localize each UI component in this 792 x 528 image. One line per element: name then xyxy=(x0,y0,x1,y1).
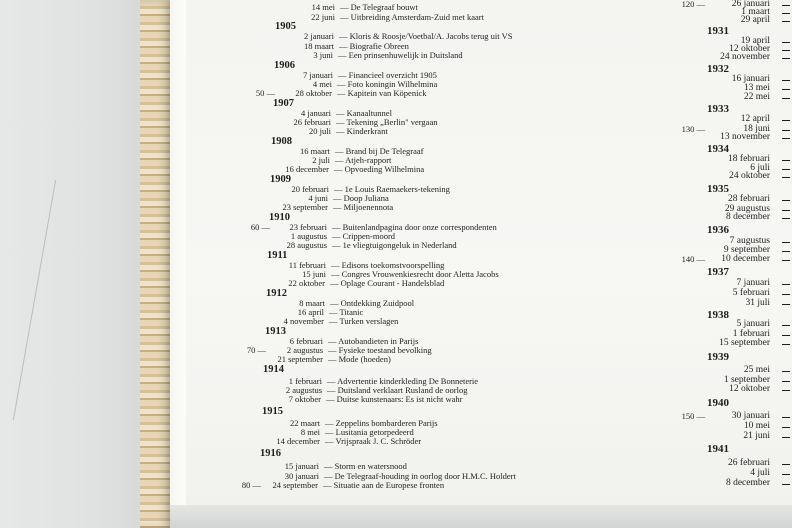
entry-date: 16 januari xyxy=(731,74,770,84)
year-heading: 1910 xyxy=(269,212,290,223)
entry-text: — Crippen-moord xyxy=(332,231,396,241)
entry-date: 24 oktober xyxy=(729,171,770,181)
entry-text: — Fysieke toestand bevolking xyxy=(328,345,432,355)
entry-date: 2 augustus xyxy=(285,385,322,395)
entry-text: — Buitenlandpagina door onze correspondenten xyxy=(332,222,497,232)
entry-date: 28 februari xyxy=(728,194,770,204)
entry-text: — 1e vliegtuigongeluk in Nederland xyxy=(332,240,457,250)
entry-date: 26 januari xyxy=(731,0,770,9)
entry-date: 12 oktober xyxy=(729,384,770,394)
entry-dash xyxy=(782,42,790,43)
entry-date: 7 januari xyxy=(736,278,770,288)
entry-text: — Duitse kunstenaars: Es ist nicht wahr xyxy=(326,394,463,404)
entry-dash xyxy=(782,381,790,382)
entry-date: 29 augustus xyxy=(724,204,770,214)
entry-text: — Kinderkrant xyxy=(336,126,388,136)
entry-dash xyxy=(782,138,790,139)
entry-date: 19 april xyxy=(740,36,770,46)
year-heading: 1913 xyxy=(265,326,286,337)
entry-text: — Mode (hoeden) xyxy=(328,354,391,364)
entry-text: — Kapitein van Köpenick xyxy=(337,88,427,98)
entry-date: 23 september xyxy=(282,202,328,212)
year-heading: 1906 xyxy=(274,60,295,71)
entry-date: 12 april xyxy=(740,114,770,124)
entry-date: 26 februari xyxy=(728,458,770,468)
entry-date: 18 februari xyxy=(728,154,770,164)
year-heading: 1940 xyxy=(707,397,729,409)
entry-date: 12 oktober xyxy=(729,44,770,54)
entry-date: 28 augustus xyxy=(286,240,327,250)
entry-text: — De Telegraaf bouwt xyxy=(340,2,418,12)
entry-text: — Tekening „Berlin" vergaan xyxy=(336,117,438,127)
entry-dash xyxy=(782,325,790,326)
page-marker: 80 — xyxy=(241,480,261,490)
page-marker: 120 — xyxy=(681,0,705,9)
entry-date: 7 oktober xyxy=(288,394,321,404)
entry-date: 10 december xyxy=(721,254,770,264)
page-bottom-edge xyxy=(170,505,792,528)
entry-date: 1 maart xyxy=(741,7,770,17)
entry-dash xyxy=(782,437,790,438)
entry-date: 7 januari xyxy=(303,70,333,80)
entry-text: — Zeppelins bombarderen Parijs xyxy=(325,418,438,428)
year-heading: 1934 xyxy=(707,143,729,155)
entry-dash xyxy=(782,464,790,465)
entry-dash xyxy=(782,260,790,261)
year-heading: 1933 xyxy=(707,103,729,115)
page-marker: 60 — xyxy=(250,222,270,232)
entry-date: 14 december xyxy=(276,436,320,446)
entry-date: 24 november xyxy=(720,52,770,62)
entry-text: — Autobandieten in Parijs xyxy=(328,336,419,346)
entry-date: 18 maart xyxy=(304,41,334,51)
entry-date: 22 juni xyxy=(311,12,335,22)
entry-date: 30 januari xyxy=(731,411,770,421)
year-heading: 1912 xyxy=(266,288,287,299)
entry-text: — Storm en watersnood xyxy=(324,461,407,471)
year-heading: 1908 xyxy=(271,136,292,147)
year-heading: 1941 xyxy=(707,443,729,455)
entry-date: 8 december xyxy=(725,212,770,222)
year-heading: 1907 xyxy=(273,98,294,109)
entry-date: 4 juli xyxy=(750,468,770,478)
entry-date: 23 februari xyxy=(289,222,327,232)
entry-dash xyxy=(782,98,790,99)
entry-date: 30 januari xyxy=(284,471,319,481)
page-marker: 140 — xyxy=(681,254,705,264)
entry-dash xyxy=(782,177,790,178)
entry-text: — Titanic xyxy=(329,307,364,317)
entry-date: 5 januari xyxy=(736,319,770,329)
year-heading: 1915 xyxy=(262,406,283,417)
entry-date: 1 augustus xyxy=(290,231,327,241)
entry-dash xyxy=(782,58,790,59)
year-heading: 1909 xyxy=(270,174,291,185)
entry-date: 1 september xyxy=(723,375,770,385)
entry-dash xyxy=(782,294,790,295)
year-heading: 1911 xyxy=(267,250,288,261)
entry-date: 7 augustus xyxy=(729,236,770,246)
entry-date: 15 juni xyxy=(302,269,326,279)
book-spine xyxy=(140,0,170,528)
entry-text: — Advertentie kinderkleding De Bonneterie xyxy=(327,376,479,386)
entry-date: 2 juli xyxy=(312,155,330,165)
entry-date: 14 mei xyxy=(311,2,335,12)
year-heading: 1936 xyxy=(707,224,729,236)
entry-dash xyxy=(782,89,790,90)
entry-date: 21 juni xyxy=(743,431,770,441)
entry-dash xyxy=(782,200,790,201)
entry-date: 16 april xyxy=(297,307,324,317)
page-marker: 130 — xyxy=(681,124,705,134)
entry-dash xyxy=(782,417,790,418)
year-heading: 1905 xyxy=(275,21,296,32)
entry-date: 24 september xyxy=(272,480,318,490)
entry-date: 20 juli xyxy=(309,126,331,136)
entry-date: 9 september xyxy=(723,245,770,255)
page-marker: 50 — xyxy=(255,88,275,98)
entry-dash xyxy=(782,169,790,170)
entry-dash xyxy=(782,484,790,485)
entry-date: 18 juni xyxy=(743,124,770,134)
entry-date: 31 juli xyxy=(745,298,770,308)
entry-text: — Biografie Obreen xyxy=(339,41,409,51)
entry-date: 10 mei xyxy=(743,421,770,431)
entry-text: — Miljoenennota xyxy=(333,202,394,212)
entry-text: — Uitbreiding Amsterdam-Zuid met kaart xyxy=(340,12,484,22)
entry-text: — De Telegraaf-houding in oorlog door H.M.C. Holdert xyxy=(324,471,516,481)
entry-text: — Ontdekking Zuidpool xyxy=(330,298,415,308)
entry-date: 5 februari xyxy=(732,288,770,298)
year-heading: 1916 xyxy=(260,448,281,459)
entry-date: 3 juni xyxy=(313,50,333,60)
entry-dash xyxy=(782,427,790,428)
entry-dash xyxy=(782,160,790,161)
year-heading: 1932 xyxy=(707,63,729,75)
entry-text: — Kanaaltunnel xyxy=(336,108,392,118)
entry-date: 16 december xyxy=(285,164,329,174)
entry-text: — Foto koningin Wilhelmina xyxy=(337,79,438,89)
entry-date: 15 januari xyxy=(284,461,319,471)
entry-dash xyxy=(782,335,790,336)
entry-dash xyxy=(782,344,790,345)
entry-date: 11 februari xyxy=(288,260,326,270)
entry-text: — Financieel overzicht 1905 xyxy=(338,70,437,80)
entry-text: — Atjeh-rapport xyxy=(335,155,392,165)
entry-date: 26 februari xyxy=(293,117,331,127)
year-heading: 1914 xyxy=(263,364,284,375)
entry-date: 6 juli xyxy=(750,163,770,173)
entry-text: — Turken verslagen xyxy=(329,316,399,326)
entry-dash xyxy=(782,80,790,81)
entry-text: — Een prinsenhuwelijk in Duitsland xyxy=(338,50,463,60)
entry-date: 25 mei xyxy=(743,365,770,375)
entry-dash xyxy=(782,13,790,14)
entry-text: — Doop Juliana xyxy=(333,193,389,203)
entry-date: 1 februari xyxy=(732,329,770,339)
entry-date: 4 november xyxy=(283,316,324,326)
entry-dash xyxy=(782,5,790,6)
year-heading: 1931 xyxy=(707,25,729,37)
page-marker: 150 — xyxy=(681,411,705,421)
entry-dash xyxy=(782,371,790,372)
entry-text: — Opvoeding Wilhelmina xyxy=(334,164,425,174)
entry-date: 22 oktober xyxy=(288,278,325,288)
entry-date: 4 juni xyxy=(308,193,328,203)
entry-text: — Lusitania getorpedeerd xyxy=(325,427,414,437)
entry-text: — Edisons toekomstvoorspelling xyxy=(331,260,445,270)
entry-dash xyxy=(782,304,790,305)
entry-dash xyxy=(782,218,790,219)
entry-text: — Vrijspraak J. C. Schröder xyxy=(325,436,422,446)
year-heading: 1937 xyxy=(707,266,729,278)
entry-dash xyxy=(782,284,790,285)
entry-dash xyxy=(782,474,790,475)
entry-dash xyxy=(782,130,790,131)
entry-text: — 1e Louis Raemaekers-tekening xyxy=(334,184,450,194)
year-heading: 1935 xyxy=(707,183,729,195)
entry-date: 1 februari xyxy=(288,376,322,386)
entry-date: 13 november xyxy=(720,132,770,142)
entry-text: — Brand bij De Telegraaf xyxy=(335,146,424,156)
entry-date: 22 mei xyxy=(743,92,770,102)
entry-text: — Oplage Courant - Handelsblad xyxy=(330,278,445,288)
entry-dash xyxy=(782,120,790,121)
entry-text: — Kloris & Roosje/Voetbal/A. Jacobs terug uit VS xyxy=(339,31,513,41)
entry-date: 13 mei xyxy=(743,83,770,93)
entry-dash xyxy=(782,251,790,252)
entry-date: 8 mei xyxy=(300,427,320,437)
entry-date: 2 januari xyxy=(304,31,334,41)
entry-dash xyxy=(782,390,790,391)
entry-dash xyxy=(782,21,790,22)
entry-date: 28 oktober xyxy=(295,88,332,98)
entry-date: 15 september xyxy=(719,338,770,348)
entry-date: 22 maart xyxy=(290,418,320,428)
entry-date: 8 december xyxy=(725,478,770,488)
year-heading: 1939 xyxy=(707,351,729,363)
entry-dash xyxy=(782,50,790,51)
entry-date: 8 maart xyxy=(299,298,325,308)
entry-date: 29 april xyxy=(740,15,770,25)
entry-dash xyxy=(782,242,790,243)
entry-date: 21 september xyxy=(277,354,323,364)
entry-text: — Congres Vrouwenkiesrecht door Aletta Jacobs xyxy=(331,269,499,279)
entry-date: 6 februari xyxy=(289,336,323,346)
entry-text: — Duitsland verklaart Rusland de oorlog xyxy=(327,385,468,395)
entry-date: 4 januari xyxy=(301,108,331,118)
year-heading: 1938 xyxy=(707,309,729,321)
entry-date: 2 augustus xyxy=(286,345,323,355)
entry-text: — Situatie aan de Europese fronten xyxy=(323,480,445,490)
entry-date: 20 februari xyxy=(291,184,329,194)
page-marker: 70 — xyxy=(246,345,266,355)
entry-dash xyxy=(782,210,790,211)
entry-date: 4 mei xyxy=(312,79,332,89)
entry-date: 16 maart xyxy=(300,146,330,156)
